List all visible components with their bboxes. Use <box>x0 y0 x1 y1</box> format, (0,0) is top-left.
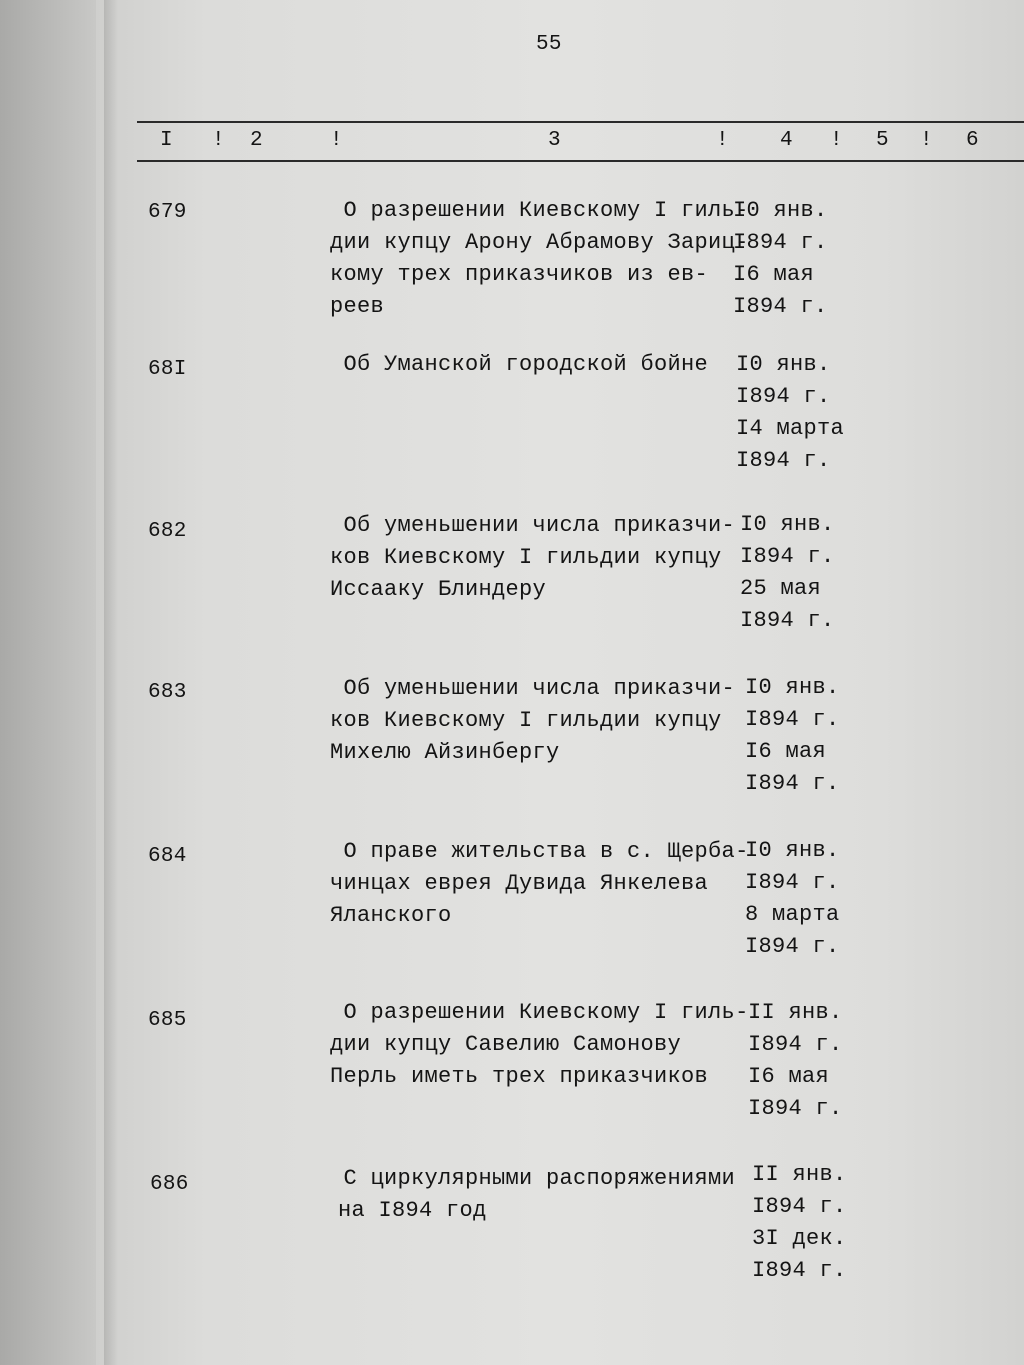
entry-date-start-year: I894 г. <box>752 1194 847 1219</box>
entry-date-end: I6 мая <box>748 1064 830 1089</box>
entry-date-start: I0 янв. <box>740 512 835 537</box>
entry-description-line: О разрешении Киевскому I гиль- <box>330 198 749 223</box>
previous-page-edge <box>0 0 110 1365</box>
entry-number: 679 <box>148 201 187 224</box>
entry-date-end-year: I894 г. <box>752 1258 847 1283</box>
entry-date-end-year: I894 г. <box>733 294 828 319</box>
entry-number: 684 <box>148 845 187 868</box>
entry-date-start: I0 янв. <box>736 352 831 377</box>
col-header-sep: ! <box>716 129 729 152</box>
entry-date-end: I4 марта <box>736 416 845 441</box>
entry-description-line: на I894 год <box>338 1198 487 1223</box>
entry-date-end: I6 мая <box>745 739 827 764</box>
entry-date-start-year: I894 г. <box>745 707 840 732</box>
entry-date-end-year: I894 г. <box>745 771 840 796</box>
col-header-6: 6 <box>966 129 979 152</box>
entry-date-start-year: I894 г. <box>740 544 835 569</box>
entry-description-line: С циркулярными распоряжениями <box>330 1166 736 1191</box>
entry-description-line: Об Уманской городской бойне <box>330 352 709 377</box>
entry-date-start: I0 янв. <box>733 198 828 223</box>
header-rule-top <box>137 121 1024 123</box>
entry-description-line: дии купцу Арону Абрамову Зариц- <box>330 230 749 255</box>
page-fold-shadow <box>104 0 118 1365</box>
entry-description-line: Перль иметь трех приказчиков <box>330 1064 709 1089</box>
entry-description-line: дии купцу Савелию Самонову <box>330 1032 682 1057</box>
entry-date-start: I0 янв. <box>745 838 840 863</box>
col-header-1: I <box>160 129 173 152</box>
entry-date-end: 25 мая <box>740 576 822 601</box>
entry-date-start-year: I894 г. <box>736 384 831 409</box>
entry-date-start-year: I894 г. <box>733 230 828 255</box>
col-header-3: 3 <box>548 129 561 152</box>
entry-description-line: Михелю Айзинбергу <box>330 740 560 765</box>
entry-description-line: О разрешении Киевскому I гиль- <box>330 1000 749 1025</box>
col-header-4: 4 <box>780 129 793 152</box>
entry-date-start: II янв. <box>748 1000 843 1025</box>
entry-description-line: кому трех приказчиков из ев- <box>330 262 709 287</box>
entry-number: 683 <box>148 681 187 704</box>
entry-description-line: О праве жительства в с. Щерба- <box>330 839 749 864</box>
entry-date-start: II янв. <box>752 1162 847 1187</box>
header-rule-bottom <box>137 160 1024 162</box>
entry-description-line: ков Киевскому I гильдии купцу <box>330 545 722 570</box>
col-header-sep: ! <box>920 129 933 152</box>
entry-date-end-year: I894 г. <box>745 934 840 959</box>
entry-description-line: Об уменьшении числа приказчи- <box>330 513 736 538</box>
entry-number: 685 <box>148 1009 187 1032</box>
entry-date-end-year: I894 г. <box>748 1096 843 1121</box>
entry-date-end: I6 мая <box>733 262 815 287</box>
col-header-2: 2 <box>250 129 263 152</box>
entry-date-start-year: I894 г. <box>748 1032 843 1057</box>
entry-date-end-year: I894 г. <box>736 448 831 473</box>
entry-date-end-year: I894 г. <box>740 608 835 633</box>
entry-number: 68I <box>148 358 187 381</box>
entry-description-line: Иссааку Блиндеру <box>330 577 547 602</box>
entry-number: 686 <box>150 1173 189 1196</box>
page-number: 55 <box>536 33 562 56</box>
entry-description-line: Об уменьшении числа приказчи- <box>330 676 736 701</box>
entry-date-start: I0 янв. <box>745 675 840 700</box>
entry-number: 682 <box>148 520 187 543</box>
entry-description-line: чинцах еврея Дувида Янкелева <box>330 871 709 896</box>
col-header-5: 5 <box>876 129 889 152</box>
entry-description-line: ков Киевскому I гильдии купцу <box>330 708 722 733</box>
col-header-sep: ! <box>330 129 343 152</box>
col-header-sep: ! <box>212 129 225 152</box>
entry-date-end: 8 марта <box>745 902 840 927</box>
entry-description-line: реев <box>330 294 385 319</box>
entry-date-start-year: I894 г. <box>745 870 840 895</box>
entry-date-end: 3I дек. <box>752 1226 847 1251</box>
col-header-sep: ! <box>830 129 843 152</box>
entry-description-line: Яланского <box>330 903 452 928</box>
